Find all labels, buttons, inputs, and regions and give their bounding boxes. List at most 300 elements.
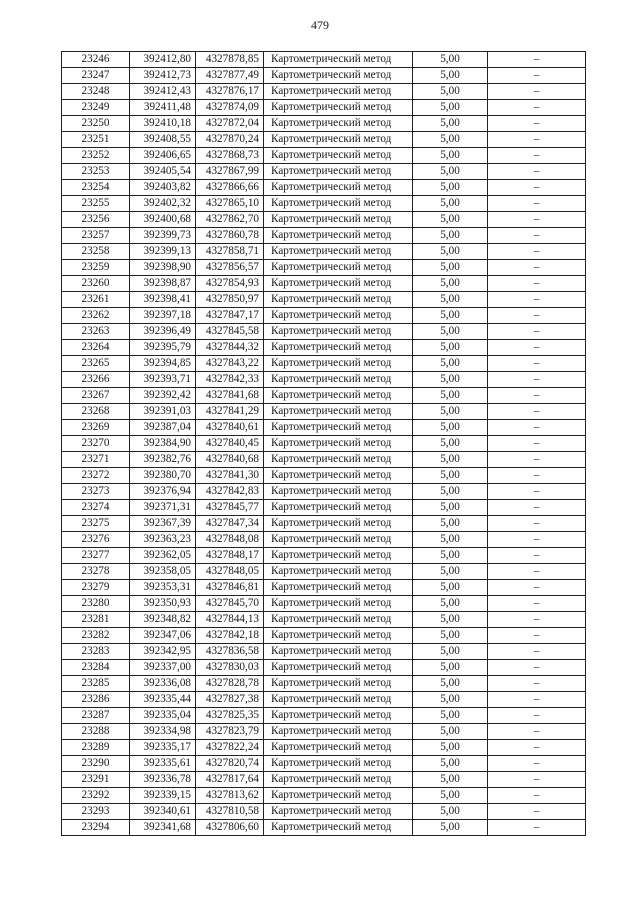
y-coordinate-cell: 4327823,79: [196, 724, 264, 740]
accuracy-cell: 5,00: [413, 692, 488, 708]
method-cell: Картометрический метод: [264, 148, 413, 164]
accuracy-cell: 5,00: [413, 468, 488, 484]
method-cell: Картометрический метод: [264, 372, 413, 388]
point-id-cell: 23290: [62, 756, 130, 772]
y-coordinate-cell: 4327842,18: [196, 628, 264, 644]
note-cell: –: [488, 324, 586, 340]
method-cell: Картометрический метод: [264, 596, 413, 612]
note-cell: –: [488, 68, 586, 84]
note-cell: –: [488, 116, 586, 132]
x-coordinate-cell: 392353,31: [130, 580, 196, 596]
table-row: [62, 724, 586, 740]
point-id-cell: 23278: [62, 564, 130, 580]
note-cell: –: [488, 52, 586, 68]
point-id-cell: 23262: [62, 308, 130, 324]
note-cell: –: [488, 404, 586, 420]
method-cell: Картометрический метод: [264, 468, 413, 484]
point-id-cell: 23282: [62, 628, 130, 644]
note-cell: –: [488, 772, 586, 788]
note-cell: –: [488, 100, 586, 116]
method-cell: Картометрический метод: [264, 84, 413, 100]
point-id-cell: 23267: [62, 388, 130, 404]
point-id-cell: 23269: [62, 420, 130, 436]
point-id-cell: 23284: [62, 660, 130, 676]
coordinates-table: [61, 51, 586, 836]
note-cell: –: [488, 580, 586, 596]
x-coordinate-cell: 392406,65: [130, 148, 196, 164]
accuracy-cell: 5,00: [413, 388, 488, 404]
point-id-cell: 23252: [62, 148, 130, 164]
table-row: [62, 420, 586, 436]
table-row: [62, 596, 586, 612]
method-cell: Картометрический метод: [264, 820, 413, 836]
accuracy-cell: 5,00: [413, 132, 488, 148]
y-coordinate-cell: 4327825,35: [196, 708, 264, 724]
accuracy-cell: 5,00: [413, 180, 488, 196]
table-row: [62, 340, 586, 356]
table-row: [62, 292, 586, 308]
x-coordinate-cell: 392371,31: [130, 500, 196, 516]
accuracy-cell: 5,00: [413, 244, 488, 260]
point-id-cell: 23254: [62, 180, 130, 196]
point-id-cell: 23283: [62, 644, 130, 660]
table-row: [62, 404, 586, 420]
point-id-cell: 23266: [62, 372, 130, 388]
x-coordinate-cell: 392396,49: [130, 324, 196, 340]
y-coordinate-cell: 4327874,09: [196, 100, 264, 116]
note-cell: –: [488, 708, 586, 724]
method-cell: Картометрический метод: [264, 212, 413, 228]
point-id-cell: 23259: [62, 260, 130, 276]
y-coordinate-cell: 4327828,78: [196, 676, 264, 692]
x-coordinate-cell: 392394,85: [130, 356, 196, 372]
point-id-cell: 23265: [62, 356, 130, 372]
note-cell: –: [488, 532, 586, 548]
accuracy-cell: 5,00: [413, 372, 488, 388]
x-coordinate-cell: 392382,76: [130, 452, 196, 468]
method-cell: Картометрический метод: [264, 756, 413, 772]
table-row: [62, 788, 586, 804]
accuracy-cell: 5,00: [413, 804, 488, 820]
y-coordinate-cell: 4327846,81: [196, 580, 264, 596]
x-coordinate-cell: 392335,61: [130, 756, 196, 772]
point-id-cell: 23285: [62, 676, 130, 692]
method-cell: Картометрический метод: [264, 308, 413, 324]
note-cell: –: [488, 756, 586, 772]
y-coordinate-cell: 4327845,58: [196, 324, 264, 340]
accuracy-cell: 5,00: [413, 612, 488, 628]
accuracy-cell: 5,00: [413, 436, 488, 452]
table-row: [62, 756, 586, 772]
y-coordinate-cell: 4327806,60: [196, 820, 264, 836]
x-coordinate-cell: 392380,70: [130, 468, 196, 484]
accuracy-cell: 5,00: [413, 292, 488, 308]
table-row: [62, 68, 586, 84]
method-cell: Картометрический метод: [264, 276, 413, 292]
method-cell: Картометрический метод: [264, 740, 413, 756]
point-id-cell: 23291: [62, 772, 130, 788]
point-id-cell: 23246: [62, 52, 130, 68]
accuracy-cell: 5,00: [413, 116, 488, 132]
x-coordinate-cell: 392347,06: [130, 628, 196, 644]
note-cell: –: [488, 724, 586, 740]
accuracy-cell: 5,00: [413, 324, 488, 340]
method-cell: Картометрический метод: [264, 324, 413, 340]
x-coordinate-cell: 392337,00: [130, 660, 196, 676]
y-coordinate-cell: 4327841,29: [196, 404, 264, 420]
accuracy-cell: 5,00: [413, 548, 488, 564]
y-coordinate-cell: 4327840,45: [196, 436, 264, 452]
x-coordinate-cell: 392358,05: [130, 564, 196, 580]
x-coordinate-cell: 392341,68: [130, 820, 196, 836]
y-coordinate-cell: 4327840,68: [196, 452, 264, 468]
table-row: [62, 372, 586, 388]
point-id-cell: 23255: [62, 196, 130, 212]
note-cell: –: [488, 516, 586, 532]
note-cell: –: [488, 820, 586, 836]
method-cell: Картометрический метод: [264, 436, 413, 452]
y-coordinate-cell: 4327848,08: [196, 532, 264, 548]
method-cell: Картометрический метод: [264, 228, 413, 244]
accuracy-cell: 5,00: [413, 276, 488, 292]
table-row: [62, 388, 586, 404]
table-row: [62, 660, 586, 676]
point-id-cell: 23286: [62, 692, 130, 708]
x-coordinate-cell: 392387,04: [130, 420, 196, 436]
x-coordinate-cell: 392399,13: [130, 244, 196, 260]
accuracy-cell: 5,00: [413, 740, 488, 756]
table-row: [62, 692, 586, 708]
method-cell: Картометрический метод: [264, 68, 413, 84]
table-row: [62, 500, 586, 516]
note-cell: –: [488, 740, 586, 756]
point-id-cell: 23251: [62, 132, 130, 148]
y-coordinate-cell: 4327842,33: [196, 372, 264, 388]
accuracy-cell: 5,00: [413, 68, 488, 84]
accuracy-cell: 5,00: [413, 660, 488, 676]
x-coordinate-cell: 392410,18: [130, 116, 196, 132]
page-number: 479: [311, 18, 329, 32]
method-cell: Картометрический метод: [264, 612, 413, 628]
accuracy-cell: 5,00: [413, 228, 488, 244]
accuracy-cell: 5,00: [413, 724, 488, 740]
y-coordinate-cell: 4327876,17: [196, 84, 264, 100]
y-coordinate-cell: 4327872,04: [196, 116, 264, 132]
accuracy-cell: 5,00: [413, 196, 488, 212]
accuracy-cell: 5,00: [413, 820, 488, 836]
x-coordinate-cell: 392336,08: [130, 676, 196, 692]
accuracy-cell: 5,00: [413, 148, 488, 164]
note-cell: –: [488, 148, 586, 164]
x-coordinate-cell: 392405,54: [130, 164, 196, 180]
note-cell: –: [488, 180, 586, 196]
x-coordinate-cell: 392412,80: [130, 52, 196, 68]
x-coordinate-cell: 392408,55: [130, 132, 196, 148]
point-id-cell: 23287: [62, 708, 130, 724]
note-cell: –: [488, 356, 586, 372]
y-coordinate-cell: 4327844,32: [196, 340, 264, 356]
point-id-cell: 23270: [62, 436, 130, 452]
point-id-cell: 23253: [62, 164, 130, 180]
accuracy-cell: 5,00: [413, 452, 488, 468]
accuracy-cell: 5,00: [413, 676, 488, 692]
x-coordinate-cell: 392391,03: [130, 404, 196, 420]
point-id-cell: 23292: [62, 788, 130, 804]
y-coordinate-cell: 4327877,49: [196, 68, 264, 84]
note-cell: –: [488, 340, 586, 356]
table-row: [62, 84, 586, 100]
table-row: [62, 324, 586, 340]
y-coordinate-cell: 4327827,38: [196, 692, 264, 708]
y-coordinate-cell: 4327845,70: [196, 596, 264, 612]
point-id-cell: 23250: [62, 116, 130, 132]
accuracy-cell: 5,00: [413, 788, 488, 804]
accuracy-cell: 5,00: [413, 772, 488, 788]
table-row: [62, 180, 586, 196]
x-coordinate-cell: 392335,17: [130, 740, 196, 756]
table-row: [62, 244, 586, 260]
x-coordinate-cell: 392363,23: [130, 532, 196, 548]
point-id-cell: 23279: [62, 580, 130, 596]
note-cell: –: [488, 804, 586, 820]
point-id-cell: 23281: [62, 612, 130, 628]
y-coordinate-cell: 4327850,97: [196, 292, 264, 308]
method-cell: Картометрический метод: [264, 116, 413, 132]
x-coordinate-cell: 392399,73: [130, 228, 196, 244]
point-id-cell: 23275: [62, 516, 130, 532]
method-cell: Картометрический метод: [264, 724, 413, 740]
method-cell: Картометрический метод: [264, 420, 413, 436]
accuracy-cell: 5,00: [413, 164, 488, 180]
table-row: [62, 628, 586, 644]
x-coordinate-cell: 392335,04: [130, 708, 196, 724]
x-coordinate-cell: 392339,15: [130, 788, 196, 804]
coordinates-table-body: [62, 52, 586, 836]
point-id-cell: 23249: [62, 100, 130, 116]
note-cell: –: [488, 420, 586, 436]
note-cell: –: [488, 372, 586, 388]
y-coordinate-cell: 4327870,24: [196, 132, 264, 148]
accuracy-cell: 5,00: [413, 308, 488, 324]
method-cell: Картометрический метод: [264, 500, 413, 516]
accuracy-cell: 5,00: [413, 596, 488, 612]
table-row: [62, 436, 586, 452]
x-coordinate-cell: 392398,90: [130, 260, 196, 276]
y-coordinate-cell: 4327856,57: [196, 260, 264, 276]
note-cell: –: [488, 452, 586, 468]
method-cell: Картометрический метод: [264, 516, 413, 532]
table-row: [62, 532, 586, 548]
point-id-cell: 23247: [62, 68, 130, 84]
table-row: [62, 564, 586, 580]
table-row: [62, 260, 586, 276]
table-row: [62, 772, 586, 788]
method-cell: Картометрический метод: [264, 52, 413, 68]
accuracy-cell: 5,00: [413, 516, 488, 532]
table-row: [62, 356, 586, 372]
method-cell: Картометрический метод: [264, 804, 413, 820]
point-id-cell: 23260: [62, 276, 130, 292]
y-coordinate-cell: 4327840,61: [196, 420, 264, 436]
point-id-cell: 23280: [62, 596, 130, 612]
accuracy-cell: 5,00: [413, 564, 488, 580]
note-cell: –: [488, 484, 586, 500]
note-cell: –: [488, 612, 586, 628]
accuracy-cell: 5,00: [413, 212, 488, 228]
method-cell: Картометрический метод: [264, 788, 413, 804]
method-cell: Картометрический метод: [264, 244, 413, 260]
point-id-cell: 23258: [62, 244, 130, 260]
method-cell: Картометрический метод: [264, 452, 413, 468]
y-coordinate-cell: 4327845,77: [196, 500, 264, 516]
note-cell: –: [488, 84, 586, 100]
accuracy-cell: 5,00: [413, 260, 488, 276]
table-row: [62, 164, 586, 180]
x-coordinate-cell: 392335,44: [130, 692, 196, 708]
y-coordinate-cell: 4327854,93: [196, 276, 264, 292]
accuracy-cell: 5,00: [413, 500, 488, 516]
y-coordinate-cell: 4327867,99: [196, 164, 264, 180]
x-coordinate-cell: 392403,82: [130, 180, 196, 196]
note-cell: –: [488, 564, 586, 580]
note-cell: –: [488, 596, 586, 612]
x-coordinate-cell: 392334,98: [130, 724, 196, 740]
method-cell: Картометрический метод: [264, 660, 413, 676]
accuracy-cell: 5,00: [413, 340, 488, 356]
note-cell: –: [488, 660, 586, 676]
method-cell: Картометрический метод: [264, 196, 413, 212]
method-cell: Картометрический метод: [264, 708, 413, 724]
x-coordinate-cell: 392395,79: [130, 340, 196, 356]
method-cell: Картометрический метод: [264, 340, 413, 356]
table-row: [62, 148, 586, 164]
y-coordinate-cell: 4327843,22: [196, 356, 264, 372]
x-coordinate-cell: 392411,48: [130, 100, 196, 116]
table-row: [62, 644, 586, 660]
method-cell: Картометрический метод: [264, 164, 413, 180]
y-coordinate-cell: 4327820,74: [196, 756, 264, 772]
table-row: [62, 804, 586, 820]
method-cell: Картометрический метод: [264, 388, 413, 404]
table-row: [62, 516, 586, 532]
method-cell: Картометрический метод: [264, 564, 413, 580]
x-coordinate-cell: 392398,41: [130, 292, 196, 308]
method-cell: Картометрический метод: [264, 676, 413, 692]
y-coordinate-cell: 4327878,85: [196, 52, 264, 68]
accuracy-cell: 5,00: [413, 580, 488, 596]
table-row: [62, 452, 586, 468]
y-coordinate-cell: 4327847,17: [196, 308, 264, 324]
accuracy-cell: 5,00: [413, 356, 488, 372]
point-id-cell: 23268: [62, 404, 130, 420]
table-row: [62, 100, 586, 116]
table-row: [62, 612, 586, 628]
table-row: [62, 580, 586, 596]
accuracy-cell: 5,00: [413, 532, 488, 548]
accuracy-cell: 5,00: [413, 420, 488, 436]
point-id-cell: 23273: [62, 484, 130, 500]
note-cell: –: [488, 468, 586, 484]
accuracy-cell: 5,00: [413, 84, 488, 100]
table-row: [62, 276, 586, 292]
point-id-cell: 23257: [62, 228, 130, 244]
y-coordinate-cell: 4327842,83: [196, 484, 264, 500]
method-cell: Картометрический метод: [264, 692, 413, 708]
accuracy-cell: 5,00: [413, 100, 488, 116]
point-id-cell: 23294: [62, 820, 130, 836]
point-id-cell: 23263: [62, 324, 130, 340]
note-cell: –: [488, 132, 586, 148]
method-cell: Картометрический метод: [264, 532, 413, 548]
method-cell: Картометрический метод: [264, 644, 413, 660]
accuracy-cell: 5,00: [413, 756, 488, 772]
point-id-cell: 23288: [62, 724, 130, 740]
method-cell: Картометрический метод: [264, 132, 413, 148]
point-id-cell: 23256: [62, 212, 130, 228]
table-row: [62, 212, 586, 228]
x-coordinate-cell: 392402,32: [130, 196, 196, 212]
x-coordinate-cell: 392397,18: [130, 308, 196, 324]
y-coordinate-cell: 4327848,17: [196, 548, 264, 564]
table-row: [62, 52, 586, 68]
accuracy-cell: 5,00: [413, 628, 488, 644]
method-cell: Картометрический метод: [264, 404, 413, 420]
y-coordinate-cell: 4327822,24: [196, 740, 264, 756]
accuracy-cell: 5,00: [413, 644, 488, 660]
point-id-cell: 23271: [62, 452, 130, 468]
x-coordinate-cell: 392342,95: [130, 644, 196, 660]
y-coordinate-cell: 4327844,13: [196, 612, 264, 628]
note-cell: –: [488, 228, 586, 244]
point-id-cell: 23261: [62, 292, 130, 308]
y-coordinate-cell: 4327836,58: [196, 644, 264, 660]
point-id-cell: 23272: [62, 468, 130, 484]
table-row: [62, 484, 586, 500]
point-id-cell: 23264: [62, 340, 130, 356]
note-cell: –: [488, 308, 586, 324]
note-cell: –: [488, 388, 586, 404]
note-cell: –: [488, 644, 586, 660]
x-coordinate-cell: 392348,82: [130, 612, 196, 628]
x-coordinate-cell: 392400,68: [130, 212, 196, 228]
method-cell: Картометрический метод: [264, 628, 413, 644]
y-coordinate-cell: 4327841,68: [196, 388, 264, 404]
note-cell: –: [488, 244, 586, 260]
note-cell: –: [488, 260, 586, 276]
table-row: [62, 228, 586, 244]
method-cell: Картометрический метод: [264, 772, 413, 788]
table-row: [62, 116, 586, 132]
point-id-cell: 23277: [62, 548, 130, 564]
y-coordinate-cell: 4327841,30: [196, 468, 264, 484]
note-cell: –: [488, 628, 586, 644]
y-coordinate-cell: 4327868,73: [196, 148, 264, 164]
note-cell: –: [488, 500, 586, 516]
table-row: [62, 468, 586, 484]
x-coordinate-cell: 392392,42: [130, 388, 196, 404]
point-id-cell: 23276: [62, 532, 130, 548]
y-coordinate-cell: 4327847,34: [196, 516, 264, 532]
table-row: [62, 548, 586, 564]
x-coordinate-cell: 392367,39: [130, 516, 196, 532]
x-coordinate-cell: 392384,90: [130, 436, 196, 452]
y-coordinate-cell: 4327810,58: [196, 804, 264, 820]
accuracy-cell: 5,00: [413, 708, 488, 724]
note-cell: –: [488, 692, 586, 708]
y-coordinate-cell: 4327860,78: [196, 228, 264, 244]
note-cell: –: [488, 276, 586, 292]
method-cell: Картометрический метод: [264, 484, 413, 500]
